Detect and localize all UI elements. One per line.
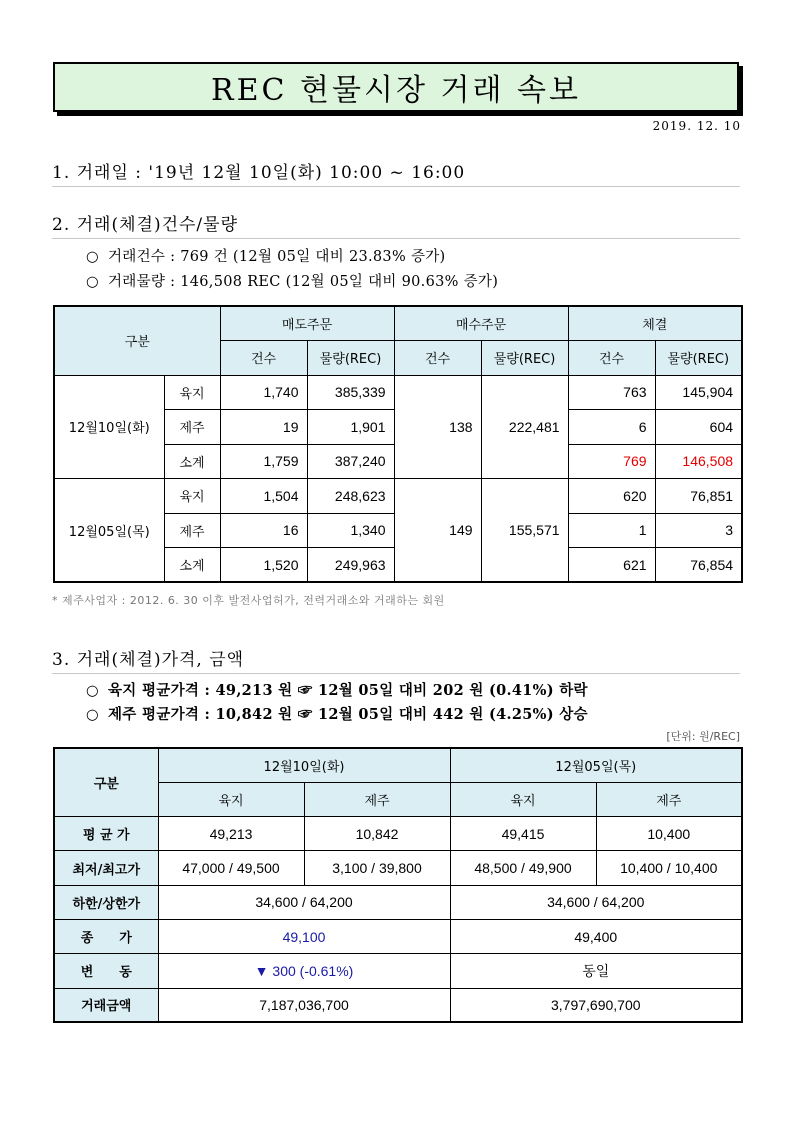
price-table xyxy=(53,747,743,1023)
sell-count: 19 xyxy=(220,410,307,445)
table-row xyxy=(54,988,742,1022)
buy-volume: 222,481 xyxy=(481,375,568,479)
minmax-d1-land: 47,000 / 49,500 xyxy=(158,851,304,885)
bullet-trade-volume: ○ 거래물량 : 146,508 REC (12월 05일 대비 90.63% 증가) xyxy=(86,274,499,290)
trade-volume: 3 xyxy=(655,513,742,548)
avg-d2-land: 49,415 xyxy=(450,817,596,851)
bullet-trade-count: ○ 거래건수 : 769 건 (12월 05일 대비 23.83% 증가) xyxy=(86,249,446,265)
sell-count: 1,504 xyxy=(220,479,307,514)
trade-count: 763 xyxy=(568,375,655,410)
row-label-close: 종 가 xyxy=(54,919,158,953)
trade-volume-table xyxy=(53,305,743,583)
header-trade: 체결 xyxy=(568,306,742,341)
header-land: 육지 xyxy=(158,782,304,816)
sell-volume: 1,340 xyxy=(307,513,394,548)
minmax-d2-jeju: 10,400 / 10,400 xyxy=(596,851,742,885)
header-count: 건수 xyxy=(220,341,307,376)
footnote: * 제주사업자 : 2012. 6. 30 이후 발전사업허가, 전력거래소와 거래하는 회원 xyxy=(52,594,445,607)
report-date: 2019. 12. 10 xyxy=(652,119,741,133)
limits-d2: 34,600 / 64,200 xyxy=(450,885,742,919)
row-label: 소계 xyxy=(164,548,220,583)
report-title: REC 현물시장 거래 속보 xyxy=(53,62,739,112)
sell-volume: 385,339 xyxy=(307,375,394,410)
table-row xyxy=(54,479,742,514)
limits-d1: 34,600 / 64,200 xyxy=(158,885,450,919)
header-count: 건수 xyxy=(568,341,655,376)
minmax-d2-land: 48,500 / 49,900 xyxy=(450,851,596,885)
trade-volume: 76,854 xyxy=(655,548,742,583)
row-label: 육지 xyxy=(164,375,220,410)
row-label: 육지 xyxy=(164,479,220,514)
bullet-circle-icon: ○ xyxy=(86,682,99,699)
avg-d1-jeju: 10,842 xyxy=(304,817,450,851)
trade-count: 6 xyxy=(568,410,655,445)
header-jeju: 제주 xyxy=(596,782,742,816)
header-volume: 물량(REC) xyxy=(307,341,394,376)
table-row xyxy=(54,885,742,919)
section3-heading: 3. 거래(체결)가격, 금액 xyxy=(52,645,740,674)
header-volume: 물량(REC) xyxy=(481,341,568,376)
group-date: 12월05일(목) xyxy=(54,479,164,583)
sell-count: 1,759 xyxy=(220,444,307,479)
table-row xyxy=(54,919,742,953)
sell-volume: 248,623 xyxy=(307,479,394,514)
sell-volume: 387,240 xyxy=(307,444,394,479)
group-date: 12월10일(화) xyxy=(54,375,164,479)
trade-volume: 145,904 xyxy=(655,375,742,410)
trade-volume: 604 xyxy=(655,410,742,445)
trade-count-highlight: 769 xyxy=(568,444,655,479)
header-land: 육지 xyxy=(450,782,596,816)
bullet-land-price: ○ 육지 평균가격 : 49,213 원 ☞ 12월 05일 대비 202 원 (0.41%) 하락 xyxy=(86,682,588,699)
row-label: 소계 xyxy=(164,444,220,479)
bullet-circle-icon: ○ xyxy=(86,706,99,723)
trade-volume: 76,851 xyxy=(655,479,742,514)
minmax-d1-jeju: 3,100 / 39,800 xyxy=(304,851,450,885)
amount-d1: 7,187,036,700 xyxy=(158,988,450,1022)
table-row xyxy=(54,817,742,851)
header-date1: 12월10일(화) xyxy=(158,748,450,782)
header-category: 구분 xyxy=(54,748,158,817)
row-label-change: 변 동 xyxy=(54,954,158,988)
header-date2: 12월05일(목) xyxy=(450,748,742,782)
trade-count: 620 xyxy=(568,479,655,514)
bullet-circle-icon: ○ xyxy=(86,274,99,290)
close-d2: 49,400 xyxy=(450,919,742,953)
header-volume: 물량(REC) xyxy=(655,341,742,376)
sell-count: 16 xyxy=(220,513,307,548)
sell-volume: 1,901 xyxy=(307,410,394,445)
table-row xyxy=(54,851,742,885)
row-label-avg: 평 균 가 xyxy=(54,817,158,851)
table-row xyxy=(54,375,742,410)
trade-volume-highlight: 146,508 xyxy=(655,444,742,479)
header-jeju: 제주 xyxy=(304,782,450,816)
section1-heading: 1. 거래일 : '19년 12월 10일(화) 10:00 ~ 16:00 xyxy=(52,158,740,187)
sell-count: 1,520 xyxy=(220,548,307,583)
sell-volume: 249,963 xyxy=(307,548,394,583)
sell-count: 1,740 xyxy=(220,375,307,410)
buy-count: 138 xyxy=(394,375,481,479)
trade-count: 621 xyxy=(568,548,655,583)
close-d1: 49,100 xyxy=(158,919,450,953)
row-label-minmax: 최저/최고가 xyxy=(54,851,158,885)
avg-d1-land: 49,213 xyxy=(158,817,304,851)
header-buy-order: 매수주문 xyxy=(394,306,568,341)
amount-d2: 3,797,690,700 xyxy=(450,988,742,1022)
section2-heading: 2. 거래(체결)건수/물량 xyxy=(52,210,740,239)
buy-count: 149 xyxy=(394,479,481,583)
buy-volume: 155,571 xyxy=(481,479,568,583)
avg-d2-jeju: 10,400 xyxy=(596,817,742,851)
header-sell-order: 매도주문 xyxy=(220,306,394,341)
header-count: 건수 xyxy=(394,341,481,376)
row-label: 제주 xyxy=(164,410,220,445)
row-label-amount: 거래금액 xyxy=(54,988,158,1022)
bullet-jeju-price: ○ 제주 평균가격 : 10,842 원 ☞ 12월 05일 대비 442 원 (4.25%) 상승 xyxy=(86,706,588,723)
row-label-limits: 하한/상한가 xyxy=(54,885,158,919)
change-d1: ▼ 300 (-0.61%) xyxy=(158,954,450,988)
header-category: 구분 xyxy=(54,306,220,375)
change-d2: 동일 xyxy=(450,954,742,988)
table-row xyxy=(54,954,742,988)
bullet-circle-icon: ○ xyxy=(86,249,99,265)
row-label: 제주 xyxy=(164,513,220,548)
unit-label: [단위: 원/REC] xyxy=(666,730,740,743)
trade-count: 1 xyxy=(568,513,655,548)
